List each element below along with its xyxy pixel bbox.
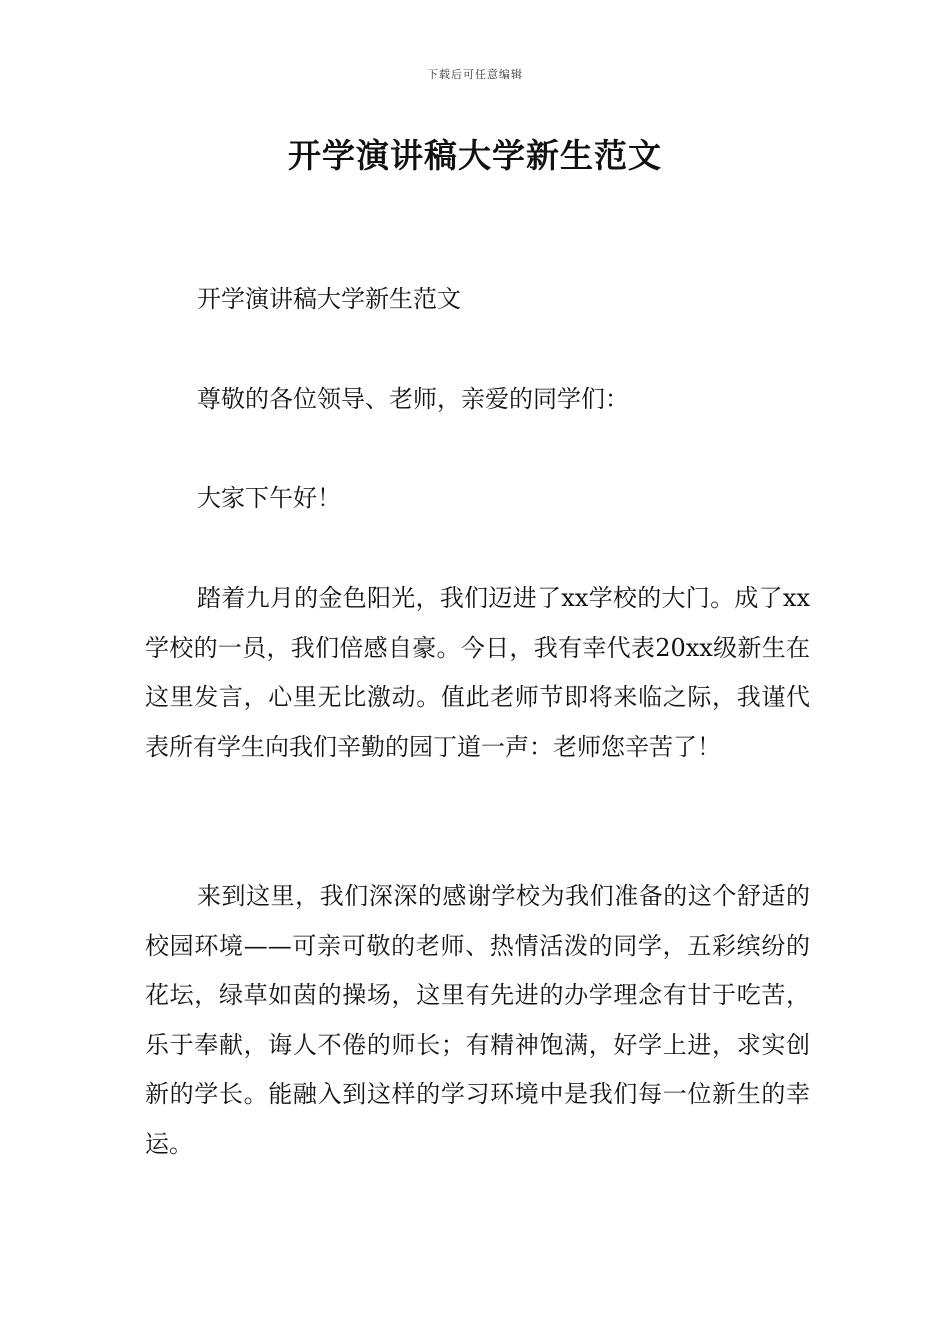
document-subtitle-paragraph: 开学演讲稿大学新生范文 xyxy=(197,285,461,313)
header-note: 下载后可任意编辑 xyxy=(427,68,523,81)
document-title: 开学演讲稿大学新生范文 xyxy=(288,136,662,175)
salutation-paragraph: 尊敬的各位领导、老师，亲爱的同学们： xyxy=(197,385,629,413)
greeting-paragraph: 大家下午好！ xyxy=(197,484,341,512)
body-paragraph-2: 来到这里，我们深深的感谢学校为我们准备的这个舒适的校园环境——可亲可敬的老师、热情活泼的同学，五彩缤纷的花坛，绿草如茵的操场，这里有先进的办学理念有甘于吃苦，乐于奉献，诲人不倦的师长；有精神饱满，好学上进，求实创新的学长。能融入到这样的学习环境中是我们每一位新生的幸运。 xyxy=(145,882,810,1158)
body-paragraph-1: 踏着九月的金色阳光，我们迈进了xx学校的大门。成了xx学校的一员，我们倍感自豪。今日，我有幸代表20xx级新生在这里发言，心里无比激动。值此老师节即将来临之际，我谨代表所有学生向我们辛勤的园丁道一声：老师您辛苦了！ xyxy=(145,584,810,761)
